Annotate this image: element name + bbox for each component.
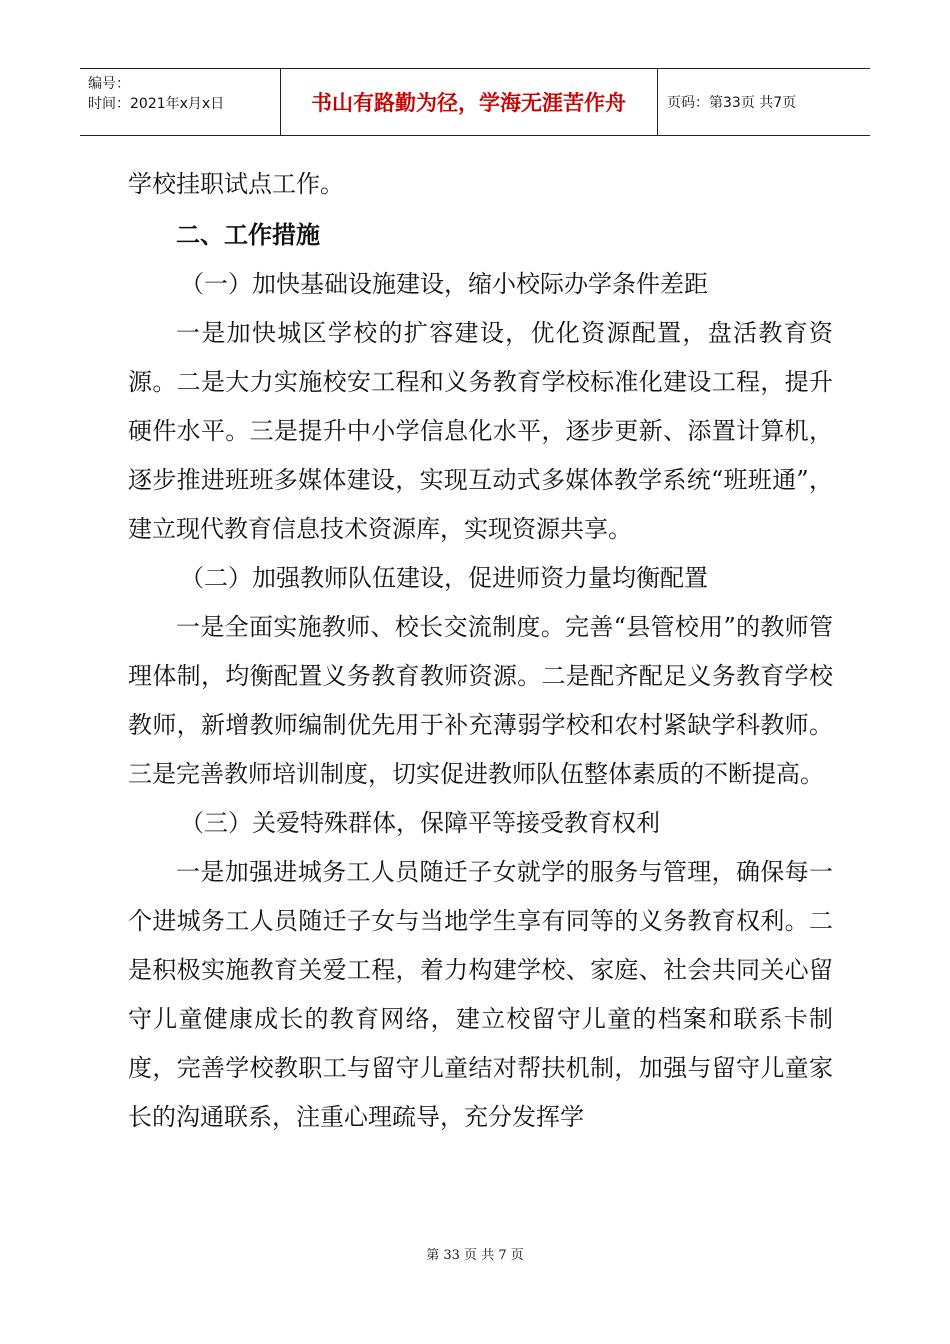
subsection-title-1: （一）加快基础设施建设，缩小校际办学条件差距	[180, 270, 708, 298]
subsection-text-1: 一是加快城区学校的扩容建设，优化资源配置，盘活教育资源。二是大力实施校安工程和义务教育学校标准化建设工程，提升硬件水平。三是提升中小学信息化水平，逐步更新、添置计算机，逐步推进班班多媒体建设，实现互动式多媒体教学系统“班班通”，建立现代教育信息技术资源库，实现资源共享。	[128, 319, 833, 543]
paragraph-continuation: 学校挂职试点工作。	[128, 170, 344, 198]
header-meta-cell	[80, 69, 281, 135]
number-label: 编号：	[88, 76, 130, 92]
page-footer: 第 33 页 共 7 页	[426, 1248, 524, 1263]
header-motto: 书山有路勤为径，学海无涯苦作舟	[280, 69, 658, 135]
subsection-text-2: 一是全面实施教师、校长交流制度。完善“县管校用”的教师管理体制，均衡配置义务教育教师资源。二是配齐配足义务教育学校教师，新增教师编制优先用于补充薄弱学校和农村紧缺学科教师。三是完善教师培训制度，切实促进教师队伍整体素质的不断提高。	[128, 613, 833, 788]
subsection-title-3: （三）关爱特殊群体，保障平等接受教育权利	[180, 809, 660, 837]
header-page-info: 页码：第33页 共7页	[667, 95, 797, 111]
document-body	[128, 160, 833, 1142]
subsection-title-2: （二）加强教师队伍建设，促进师资力量均衡配置	[180, 564, 708, 592]
time-label: 时间：2021年x月x日	[88, 96, 225, 112]
page-header	[80, 68, 870, 136]
section-heading: 二、工作措施	[176, 221, 320, 249]
subsection-text-3: 一是加强进城务工人员随迁子女就学的服务与管理，确保每一个进城务工人员随迁子女与当地学生享有同等的义务教育权利。二是积极实施教育关爱工程，着力构建学校、家庭、社会共同关心留守儿童健康成长的教育网络，建立校留守儿童的档案和联系卡制度，完善学校教职工与留守儿童结对帮扶机制，加强与留守儿童家长的沟通联系，注重心理疏导，充分发挥学	[128, 858, 833, 1131]
